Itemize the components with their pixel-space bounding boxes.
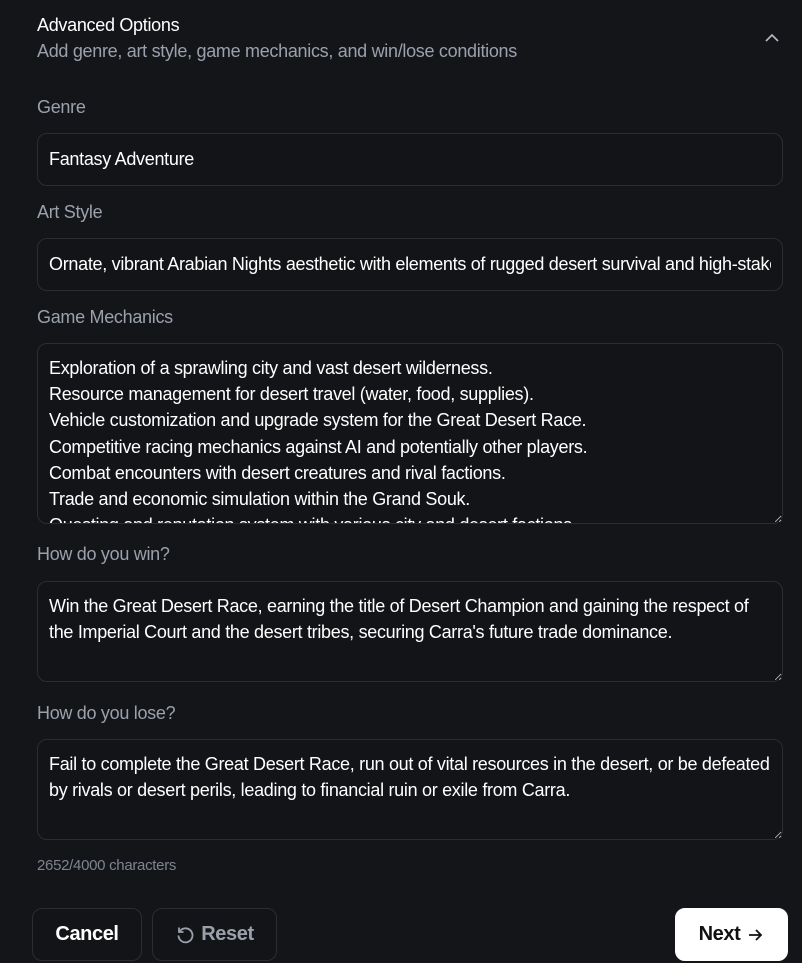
character-count: 2652/4000 characters (37, 857, 177, 874)
art-style-input[interactable] (37, 238, 783, 291)
lose-condition-label: How do you lose? (37, 703, 176, 723)
section-title: Advanced Options (37, 15, 180, 35)
cancel-label: Cancel (55, 923, 119, 945)
section-subtitle: Add genre, art style, game mechanics, and win/lose conditions (37, 41, 517, 61)
art-style-label: Art Style (37, 202, 103, 222)
lose-condition-textarea[interactable] (37, 739, 783, 840)
genre-label: Genre (37, 97, 86, 117)
next-label: Next (698, 923, 741, 945)
reset-label: Reset (201, 923, 254, 945)
reset-button[interactable] (152, 908, 277, 961)
win-condition-textarea[interactable] (37, 581, 783, 682)
chevron-up-icon[interactable] (762, 28, 782, 48)
game-mechanics-textarea[interactable] (37, 343, 783, 524)
game-mechanics-label: Game Mechanics (37, 307, 173, 327)
genre-input[interactable] (37, 133, 783, 186)
reset-icon (175, 925, 195, 945)
cancel-button[interactable] (32, 908, 142, 961)
win-condition-label: How do you win? (37, 544, 170, 564)
next-button[interactable] (675, 908, 788, 961)
arrow-right-icon (746, 926, 764, 944)
